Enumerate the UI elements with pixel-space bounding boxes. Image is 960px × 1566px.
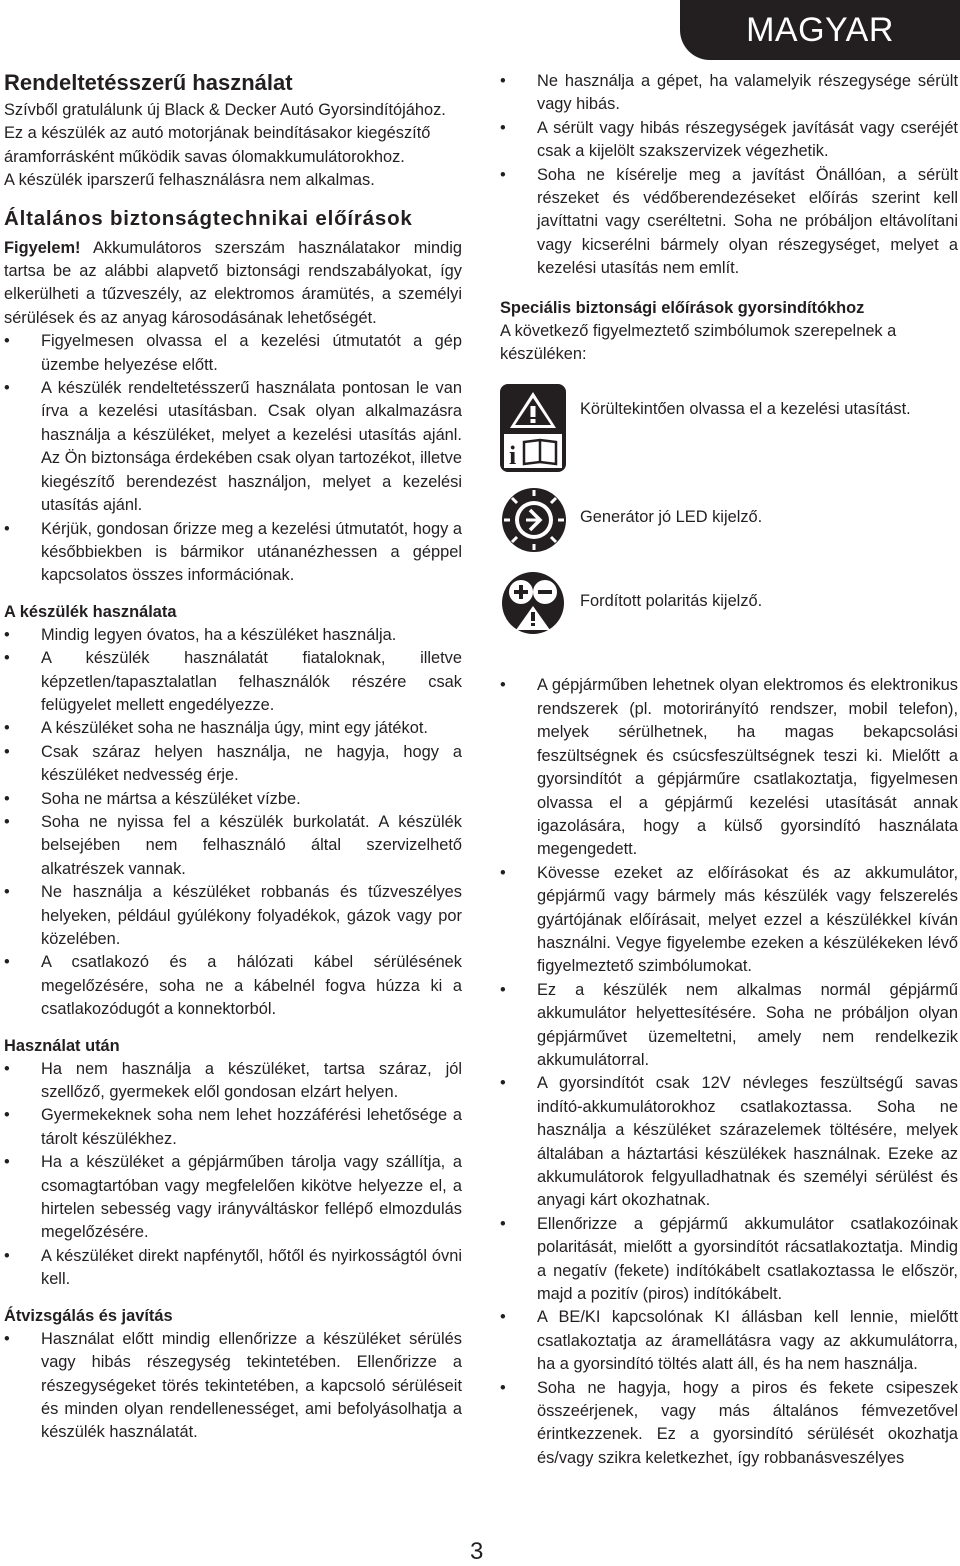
list-item: • Ha nem használja a készüléket, tartsa száraz, jól szellőző, gyermekek elől gondosan elzárt helyen. [4,1058,462,1105]
read-manual-icon [500,384,566,477]
list-item: • Kérjük, gondosan őrizze meg a kezelési útmutatót, hogy a későbbiekben is bármikor utánanézhessen a géppel kapcsolatos összes információnak. [4,518,462,588]
page-title: Rendeltetésszerű használat [4,70,293,95]
page-number: 3 [470,1538,484,1565]
list-item: • Csak száraz helyen használja, ne hagyja, hogy a készüléket nedvesség érje. [4,741,462,788]
use-list [4,624,462,1022]
list-item: • A BE/KI kapcsolónak KI állásban kell lennie, mielőtt csatlakoztatja az áramellátásra vagy az akkumulátorra, ha a gyorsindító töltés alatt áll, és ha nem használja. [500,1306,958,1376]
list-item: • A készülék rendeltetésszerű használata pontosan le van írva a kezelési utasításban. Csak olyan alkalmazásra használja a készüléket, melyet a kezelési utasítás ajánl. Az Ön biztonsága érdekében csak olyan tartozékot, illetve kiegészítő berendezést használjon, melyet a kezelési utasítás ajánl. [4,377,462,517]
special-safety-title: Speciális biztonsági előírások gyorsindítókhoz [500,298,865,317]
list-item: • A csatlakozó és a hálózati kábel sérülésének megelőzésére, soha ne a kábelnél fogva húzza ki a csatlakozódugót a konnektorból. [4,951,462,1021]
inspection-list [4,1328,462,1445]
reverse-polarity-icon [500,570,566,641]
after-use-title: Használat után [4,1036,120,1055]
symbol-label: Körültekintően olvassa el a kezelési utasítást. [580,400,911,419]
symbol-label: Fordított polaritás kijelző. [580,592,763,611]
list-item: • A sérült vagy hibás részegységek javítását vagy cseréjét csak a kijelölt szakszervizek végezhetik. [500,117,958,164]
repair-list [500,70,958,281]
after-use-list [4,1058,462,1292]
warning-paragraph [4,237,462,331]
list-item: • Ellenőrizze a gépjármű akkumulátor csatlakozóinak polaritását, mielőtt a gyorsindítót rácsatlakoztatja. Mindig a negatív (fekete) indítókábelt csatlakoztassa le először, majd a pozitív (piros) indítókábelt. [500,1213,958,1307]
list-item: • Ez a készülék nem alkalmas normál gépjármű akkumulátor helyettesítésére. Soha ne próbáljon olyan gépjárművet üzemeltetni, amely nem rendelkezik akkumulátorral. [500,979,958,1073]
warning-text: Akkumulátoros szerszám használatakor mindig tartsa be az alábbi alapvető biztonsági rendszabályokat, így elkerülheti a tűzveszély, az elektromos áramütés, a személyi sérülések és az anyag károsodásának lehetőségét. [4,238,462,327]
svg-text:i: i [509,441,517,471]
list-item: • Használat előtt mindig ellenőrizze a készüléket sérülés vagy hibás részegység tekintetében. Ellenőrizze a részegységeket törés tekintetében, a kapcsoló sérüléseit és minden olyan rendellenességet, ami befolyásolhatja a készülék használatát. [4,1328,462,1445]
list-item: • A készüléket soha ne használja úgy, mint egy játékot. [4,717,462,740]
list-item: • A készüléket direkt napfénytől, hőtől és nyirkosságtól óvni kell. [4,1245,462,1292]
intro-paragraph: Szívből gratulálunk új Black & Decker Autó Gyorsindítójához. Ez a készülék az autó motorjának beindításakor kiegészítő áramforrásként működik savas ólomakkumulátorokhoz. [4,101,446,166]
list-item: • Ne használja a készüléket robbanás és tűzveszélyes helyeken, például gyúlékony folyadékok, gázok vagy por közelében. [4,881,462,951]
list-item: • Soha ne nyissa fel a készülék burkolatát. A készülék belsejében nem felhasználó által szervizelhető alkatrészek vannak. [4,811,462,881]
list-item: • Soha ne kísérelje meg a javítást Önállóan, a sérült részeket és védőberendezéseket előírás szerint kell javíttatni vagy cseréltetni. Soha ne próbáljon eltávolítani vagy kicserélni bármely olyan részegységet, melyet a kezelési utasítás nem említ. [500,164,958,281]
symbol-label: Generátor jó LED kijelző. [580,508,763,527]
special-intro: A következő figyelmeztető szimbólumok szerepelnek a készüléken: [500,321,897,364]
list-item: • Gyermekeknek soha nem lehet hozzáférési lehetősége a tárolt készülékhez. [4,1104,462,1151]
language-tab: MAGYAR [680,0,960,60]
list-item: • A gépjárműben lehetnek olyan elektromos és elektronikus rendszerek (pl. motorirányító rendszer, mobil telefon), melyek sérülhetnek, ha magas bekapcsolási feszültségnek és csúcsfeszültségnek teszi ki. Mielőtt a gyorsindítót a gépjárműre csatlakoztatja, figyelmesen olvassa el a gépjármű kezelési utasítását annak igazolására, hogy a külső gyorsindító használata megengedett. [500,674,958,861]
symbol-list [500,384,958,674]
list-item: • Kövesse ezeket az előírásokat és az akkumulátor, gépjármű vagy bármely más készülék vagy felszerelés gyártójának előírásait, melyet ezzel a készülékkel kíván használni. Vegye figyelembe ezeken a készülékeken lévő figyelmeztető szimbólumokat. [500,862,958,979]
warning-label: Figyelem! [4,238,81,257]
left-column [4,68,462,1445]
safety-title: Általános biztonságtechnikai előírások [4,206,413,230]
inspection-title: Átvizsgálás és javítás [4,1306,173,1325]
list-item: • Ha a készüléket a gépjárműben tárolja vagy szállítja, a csomagtartóban vagy megfelelően kikötve helyezze el, a hirtelen sebesség vagy irányváltáskor fellépő elmozdulás megelőzésére. [4,1151,462,1245]
list-item: • A gyorsindítót csak 12V névleges feszültségű savas indító-akkumulátorokhoz csatlakoztassa. Soha ne használja a készüléket szárazelemek töltésére, melyek általában a háztartási készülékek használnak. Ezeke az akkumulátorok felgyulladhatnak és személyi sérülést és anyagi kárt okozhatnak. [500,1072,958,1212]
list-item: • Ne használja a gépet, ha valamelyik részegysége sérült vagy hibás. [500,70,958,117]
list-item: • Soha ne mártsa a készüléket vízbe. [4,788,462,811]
right-column [500,70,958,1470]
list-item: • Figyelmesen olvassa el a kezelési útmutatót a gép üzembe helyezése előtt. [4,330,462,377]
list-item: • A készülék használatát fiataloknak, illetve képzetlen/tapasztalatlan felhasználók részére csak felügyelet mellett engedélyezze. [4,647,462,717]
safety-list [4,330,462,587]
list-item: • Soha ne hagyja, hogy a piros és fekete csipeszek összeérjenek, vagy más általános fémvezetővel érintkezzenek. Ez a gyorsindító sérülését okozhatja és/vagy szikra keletkezhet, így robbanásveszélyes [500,1377,958,1471]
jump-starter-list [500,674,958,1470]
list-item: • Mindig legyen óvatos, ha a készüléket használja. [4,624,462,647]
intro-paragraph-2: A készülék iparszerű felhasználásra nem alkalmas. [4,171,375,190]
use-title: A készülék használata [4,602,177,621]
generator-led-icon [500,486,568,559]
